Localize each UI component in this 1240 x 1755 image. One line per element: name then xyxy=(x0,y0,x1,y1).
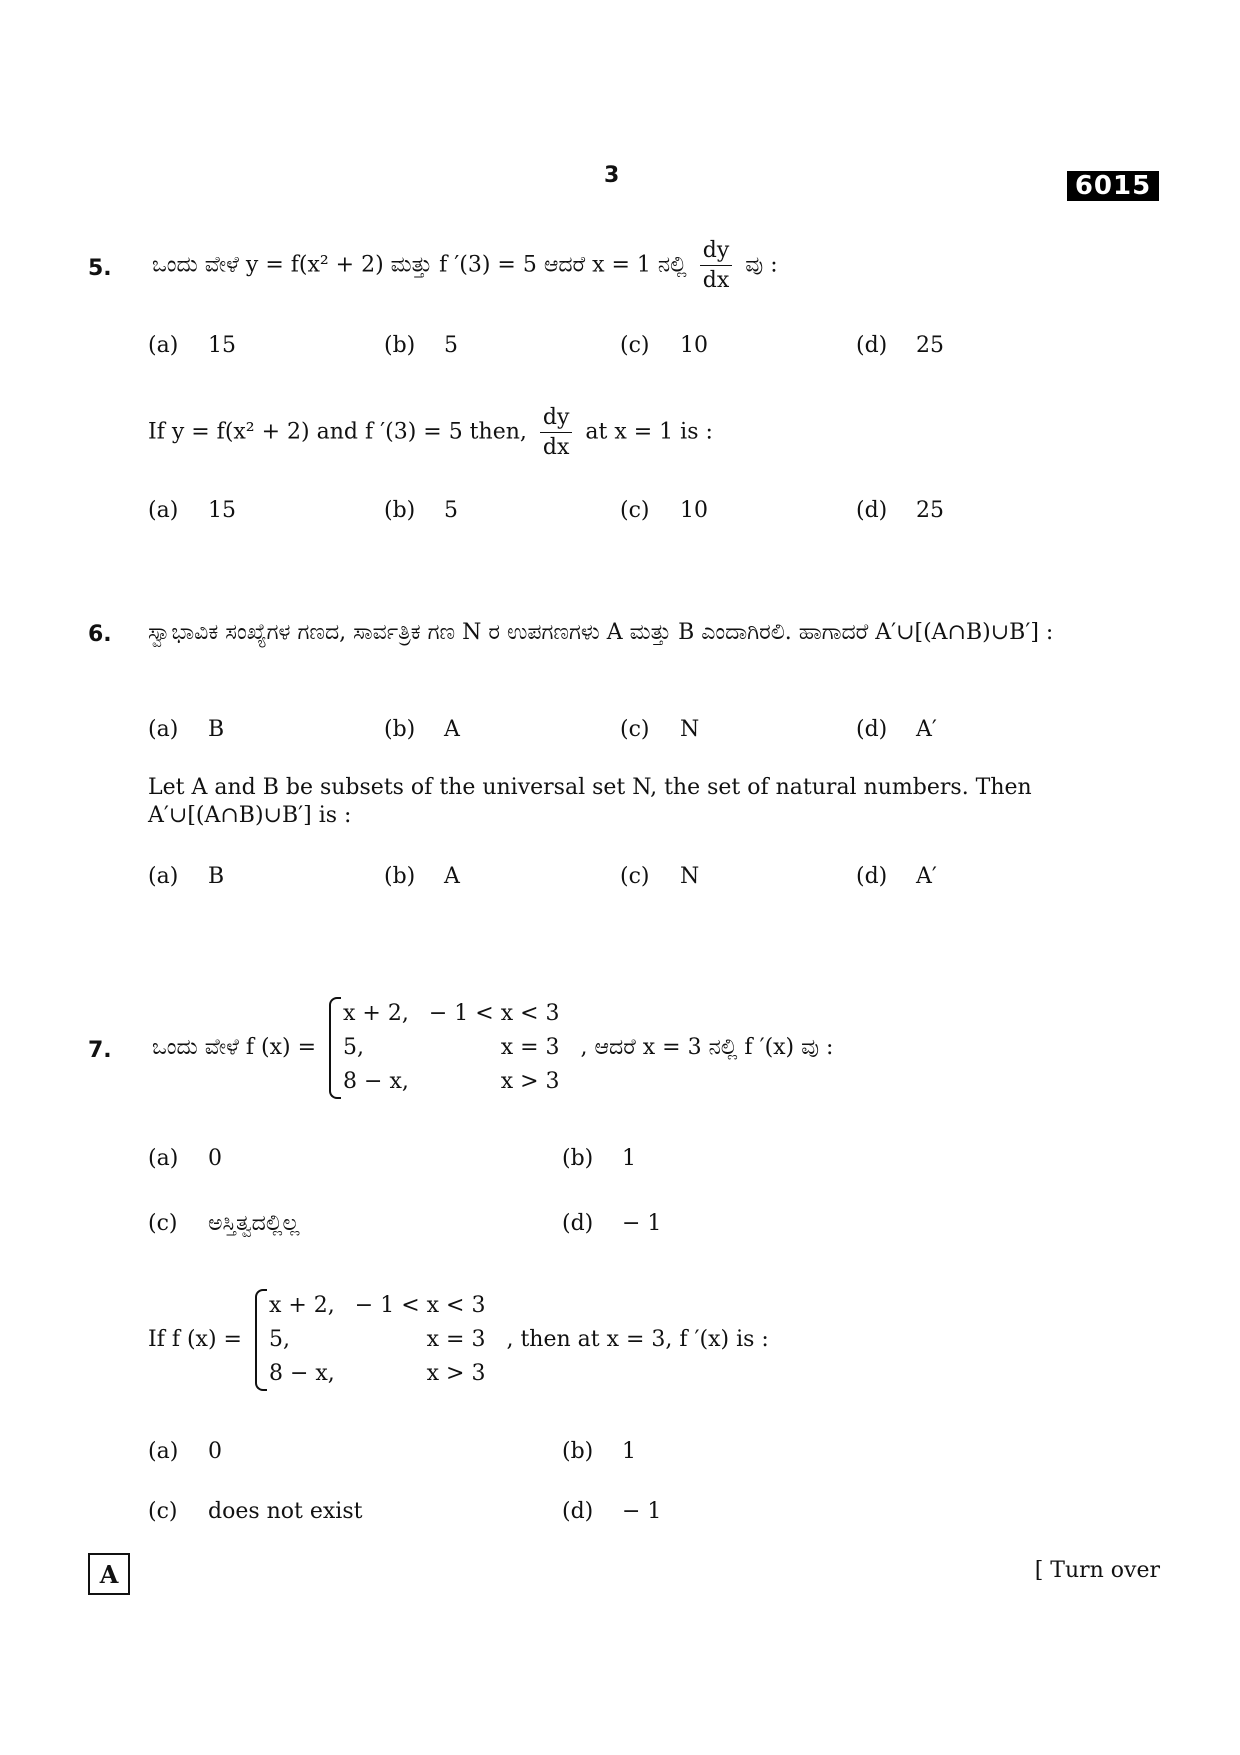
option-label: (c) xyxy=(148,1499,178,1524)
option-d xyxy=(856,333,944,358)
option-d xyxy=(856,864,937,889)
piecewise-case xyxy=(269,1289,494,1323)
option-text: 0 xyxy=(208,1439,222,1464)
case-condition: x > 3 xyxy=(500,1069,560,1094)
option-text: A xyxy=(444,717,460,742)
option-b xyxy=(562,1439,636,1464)
option-text: ಅಸ್ತಿತ್ವದಲ್ಲಿಲ್ಲ xyxy=(208,1211,300,1236)
question-5-english-stem xyxy=(148,405,713,460)
option-d xyxy=(856,498,944,523)
option-text: − 1 xyxy=(622,1211,662,1236)
stem-suffix: , then at x = 3, f ′(x) is : xyxy=(506,1327,769,1352)
option-d xyxy=(562,1211,661,1236)
option-label: (c) xyxy=(620,333,650,358)
piecewise-case xyxy=(343,1031,568,1065)
case-condition: x > 3 xyxy=(426,1361,486,1386)
option-label: (c) xyxy=(620,864,650,889)
question-5-kannada-stem xyxy=(152,238,778,293)
option-label: (b) xyxy=(384,333,416,358)
option-d xyxy=(562,1499,661,1524)
option-text: A′ xyxy=(916,717,937,742)
option-text: A′ xyxy=(916,864,937,889)
question-number: 7. xyxy=(88,1038,112,1063)
fraction-numerator: dy xyxy=(540,405,573,433)
option-label: (c) xyxy=(148,1211,178,1236)
stem-suffix: at x = 1 is : xyxy=(585,419,713,445)
paper-code-badge: 6015 xyxy=(1067,171,1159,201)
option-label: (b) xyxy=(384,864,416,889)
option-label: (a) xyxy=(148,333,179,358)
option-c xyxy=(620,333,708,358)
derivative-fraction xyxy=(700,238,733,293)
option-label: (a) xyxy=(148,864,179,889)
option-label: (d) xyxy=(856,717,888,742)
fraction-numerator: dy xyxy=(700,238,733,266)
question-number: 5. xyxy=(88,256,112,281)
option-c xyxy=(148,1499,362,1524)
option-text: 15 xyxy=(208,498,236,523)
option-text: 5 xyxy=(444,333,458,358)
left-brace xyxy=(255,1289,267,1391)
option-label: (d) xyxy=(562,1499,594,1524)
piecewise-cases xyxy=(269,1289,494,1391)
option-a xyxy=(148,1146,222,1171)
option-c xyxy=(620,498,708,523)
option-label: (b) xyxy=(562,1439,594,1464)
option-text: 0 xyxy=(208,1146,222,1171)
option-a xyxy=(148,498,236,523)
option-label: (a) xyxy=(148,498,179,523)
case-condition: − 1 < x < 3 xyxy=(428,1001,560,1026)
question-6-kannada-stem: ಸ್ವಾಭಾವಿಕ ಸಂಖ್ಯೆಗಳ ಗಣದ, ಸಾರ್ವತ್ರಿಕ ಗಣ N ರ ಉಪಗಣಗಳು A ಮತ್ತು B ಎಂದಾಗಿರಲಿ. ಹಾಗಾದರೆ A′∪[(A∩B)∪B′] : xyxy=(148,620,1054,645)
option-text: B xyxy=(208,864,225,889)
option-b xyxy=(384,717,460,742)
case-expression: 8 − x, xyxy=(268,1361,335,1386)
option-text: B xyxy=(208,717,225,742)
left-brace xyxy=(329,997,341,1099)
option-a xyxy=(148,333,236,358)
case-expression: 5, xyxy=(343,1035,365,1060)
option-text: 10 xyxy=(680,333,708,358)
option-text: 1 xyxy=(622,1146,636,1171)
option-label: (b) xyxy=(562,1146,594,1171)
option-label: (b) xyxy=(384,717,416,742)
question-number: 6. xyxy=(88,622,112,647)
fraction-denominator: dx xyxy=(702,268,730,293)
case-expression: x + 2, xyxy=(268,1293,335,1318)
fraction-denominator: dx xyxy=(542,435,570,460)
question-6-english-stem: Let A and B be subsets of the universal set N, the set of natural numbers. Then A′∪[(A∩B)∪B′] is : xyxy=(148,775,1032,828)
stem-suffix: ವು : xyxy=(745,252,778,278)
option-label: (d) xyxy=(562,1211,594,1236)
piecewise-case xyxy=(343,997,568,1031)
option-text: 15 xyxy=(208,333,236,358)
piecewise-function xyxy=(255,1289,494,1391)
option-text: N xyxy=(680,717,700,742)
option-c xyxy=(148,1211,299,1236)
piecewise-case xyxy=(269,1357,494,1391)
option-text: N xyxy=(680,864,700,889)
stem-prefix: ಒಂದು ವೇಳೆ f (x) = xyxy=(152,1035,317,1060)
option-a xyxy=(148,1439,222,1464)
stem-prefix: If f (x) = xyxy=(148,1327,242,1352)
option-label: (a) xyxy=(148,1439,179,1464)
option-d xyxy=(856,717,937,742)
option-text: 25 xyxy=(916,498,944,523)
derivative-fraction xyxy=(540,405,573,460)
case-condition: x = 3 xyxy=(426,1327,486,1352)
piecewise-case xyxy=(343,1065,568,1099)
stem-suffix: , ಆದರೆ x = 3 ನಲ್ಲಿ f ′(x) ವು : xyxy=(580,1035,834,1060)
option-text: − 1 xyxy=(622,1499,662,1524)
option-a xyxy=(148,864,224,889)
option-text: 10 xyxy=(680,498,708,523)
series-box: A xyxy=(88,1553,130,1595)
case-condition: x = 3 xyxy=(500,1035,560,1060)
turn-over-note: [ Turn over xyxy=(1034,1558,1160,1583)
option-label: (d) xyxy=(856,498,888,523)
option-text: 1 xyxy=(622,1439,636,1464)
option-text: A xyxy=(444,864,460,889)
option-c xyxy=(620,717,699,742)
option-b xyxy=(384,864,460,889)
case-expression: 8 − x, xyxy=(343,1069,409,1094)
page-number: 3 xyxy=(604,163,620,188)
option-a xyxy=(148,717,224,742)
option-b xyxy=(384,333,458,358)
option-label: (d) xyxy=(856,333,888,358)
option-text: does not exist xyxy=(208,1499,363,1524)
case-expression: x + 2, xyxy=(343,1001,409,1026)
stem-prefix: ಒಂದು ವೇಳೆ y = f(x² + 2) ಮತ್ತು f ′(3) = 5 ಆದರೆ x = 1 ನಲ್ಲಿ xyxy=(152,252,687,278)
case-expression: 5, xyxy=(268,1327,290,1352)
case-condition: − 1 < x < 3 xyxy=(354,1293,486,1318)
question-7-english-stem xyxy=(148,1289,769,1391)
option-label: (c) xyxy=(620,498,650,523)
option-label: (b) xyxy=(384,498,416,523)
option-label: (a) xyxy=(148,1146,179,1171)
option-label: (c) xyxy=(620,717,650,742)
option-c xyxy=(620,864,699,889)
piecewise-function xyxy=(329,997,568,1099)
stem-prefix: If y = f(x² + 2) and f ′(3) = 5 then, xyxy=(148,419,527,445)
option-text: 25 xyxy=(916,333,944,358)
option-b xyxy=(562,1146,636,1171)
question-7-kannada-stem xyxy=(152,997,833,1099)
piecewise-case xyxy=(269,1323,494,1357)
option-label: (d) xyxy=(856,864,888,889)
option-text: 5 xyxy=(444,498,458,523)
piecewise-cases xyxy=(343,997,568,1099)
option-b xyxy=(384,498,458,523)
option-label: (a) xyxy=(148,717,179,742)
